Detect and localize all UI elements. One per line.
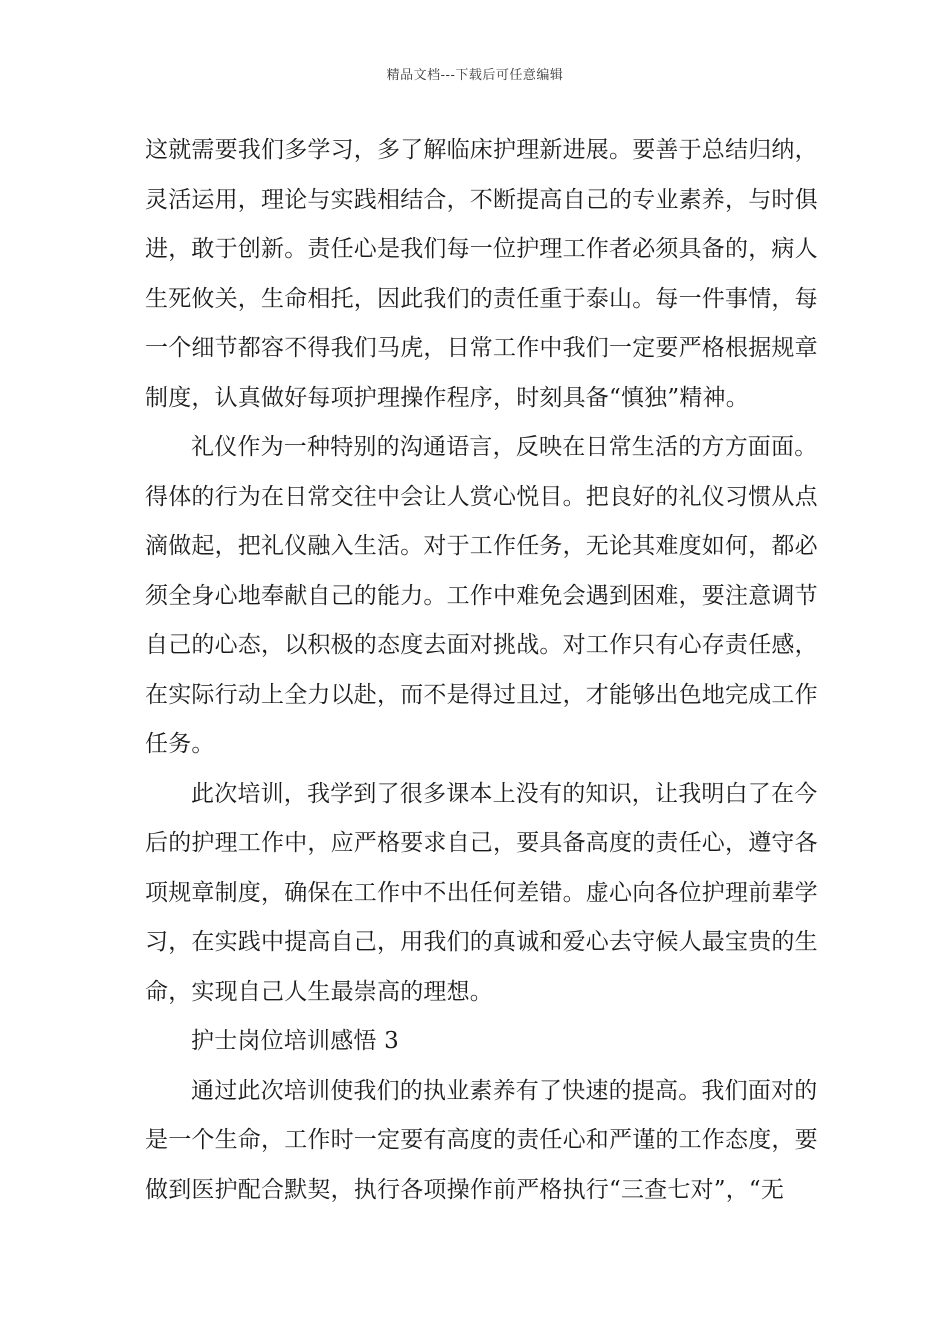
text-line: 生死攸关，生命相托，因此我们的责任重于泰山。每一件事情，每 — [145, 285, 818, 312]
text-line: 任务。 — [145, 731, 215, 757]
document-body — [145, 126, 818, 1215]
text-line: 是一个生命，工作时一定要有高度的责任心和严谨的工作态度，要 — [145, 1127, 818, 1153]
text-line: 护士岗位培训感悟 3 — [191, 1028, 399, 1054]
text-line: 一个细节都容不得我们马虎，日常工作中我们一定要严格根据规章 — [145, 335, 818, 361]
text-line: 在实际行动上全力以赴，而不是得过且过，才能够出色地完成工作 — [145, 681, 818, 708]
text-line: 滴做起，把礼仪融入生活。对于工作任务，无论其难度如何，都必 — [145, 533, 818, 559]
text-line: 灵活运用，理论与实践相结合，不断提高自己的专业素养，与时俱 — [145, 186, 818, 213]
text-line: 做到医护配合默契，执行各项操作前严格执行“三查七对”，“无 — [145, 1176, 785, 1203]
paragraph — [145, 126, 818, 423]
text-line: 通过此次培训使我们的执业素养有了快速的提高。我们面对的 — [191, 1077, 818, 1104]
paragraph — [145, 423, 818, 770]
text-line: 自己的心态，以积极的态度去面对挑战。对工作只有心存责任感， — [145, 632, 818, 658]
text-line: 此次培训，我学到了很多课本上没有的知识，让我明白了在今 — [191, 780, 818, 807]
header-note: 精品文档---下载后可任意编辑 — [386, 68, 564, 83]
text-line: 习，在实践中提高自己，用我们的真诚和爱心去守候人最宝贵的生 — [145, 929, 818, 955]
text-line: 礼仪作为一种特别的沟通语言，反映在日常生活的方方面面。 — [191, 434, 818, 460]
text-line: 后的护理工作中，应严格要求自己，要具备高度的责任心，遵守各 — [145, 830, 818, 856]
text-line: 这就需要我们多学习，多了解临床护理新进展。要善于总结归纳， — [145, 137, 818, 163]
paragraph — [145, 1017, 807, 1067]
text-line: 制度，认真做好每项护理操作程序，时刻具备“慎独”精神。 — [145, 384, 749, 411]
text-line: 进，敢于创新。责任心是我们每一位护理工作者必须具备的，病人 — [145, 236, 818, 262]
text-line: 须全身心地奉献自己的能力。工作中难免会遇到困难，要注意调节 — [145, 582, 818, 609]
text-line: 得体的行为在日常交往中会让人赏心悦目。把良好的礼仪习惯从点 — [145, 483, 818, 510]
paragraph — [145, 1067, 818, 1216]
paragraph — [145, 770, 818, 1018]
text-line: 命，实现自己人生最崇高的理想。 — [145, 978, 493, 1005]
text-line: 项规章制度，确保在工作中不出任何差错。虚心向各位护理前辈学 — [145, 879, 818, 906]
